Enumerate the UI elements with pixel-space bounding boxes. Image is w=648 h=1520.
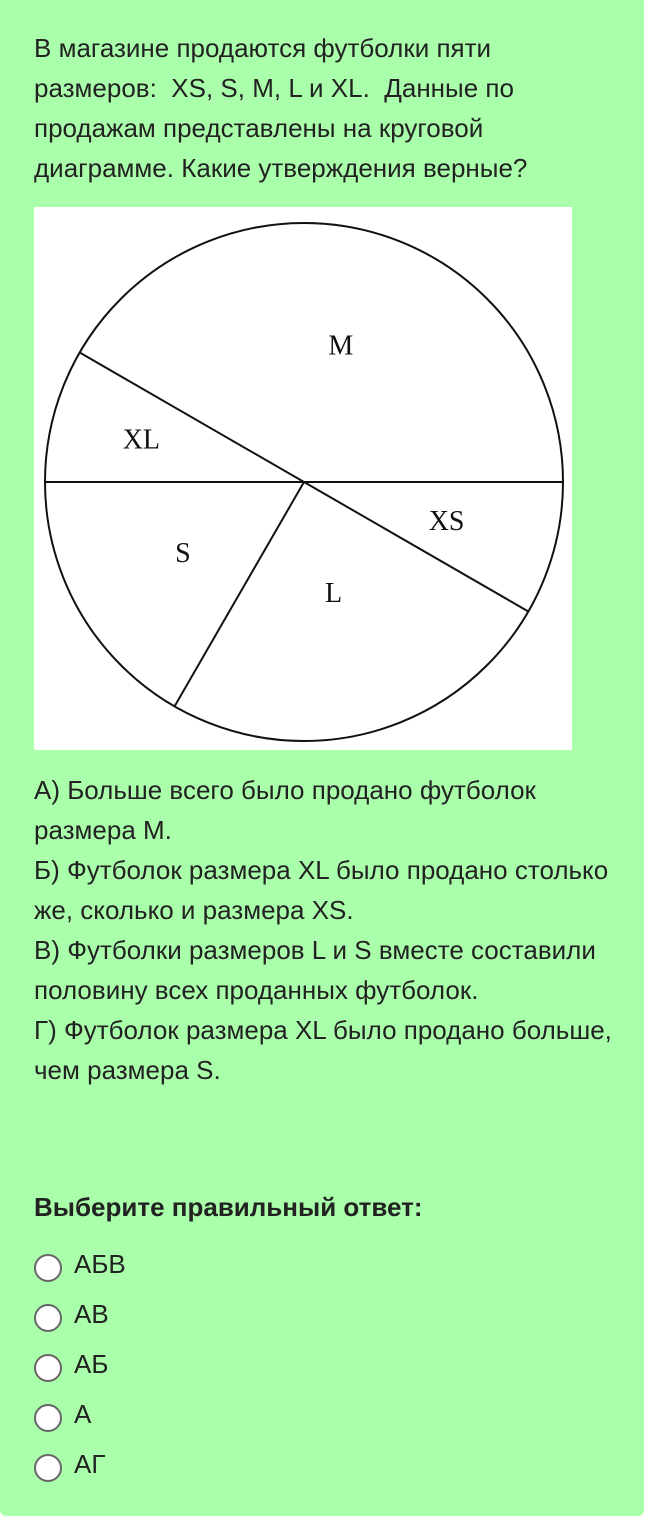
slice-label-xl: XL: [122, 424, 161, 456]
statement-b: Б) Футболок размера XL было продано столько же, сколько и размера XS.: [34, 855, 609, 925]
option-ag[interactable]: [34, 1444, 534, 1494]
question-text: В магазине продаются футболки пяти размеров: XS, S, M, L и XL. Данные по продажам представлены на круговой диаграмме. Какие утверждения верные?: [34, 33, 528, 183]
statement-list: [34, 770, 614, 1090]
option-a[interactable]: [34, 1394, 534, 1444]
option-abv[interactable]: [34, 1244, 534, 1294]
answer-prompt: Выберите правильный ответ:: [34, 1192, 423, 1222]
answer-options: [34, 1244, 534, 1494]
statement-a: А) Больше всего было продано футболок размера М.: [34, 775, 536, 845]
slice-label-l: L: [324, 578, 343, 610]
radio-button[interactable]: [34, 1404, 62, 1432]
option-label: АБ: [74, 1349, 109, 1379]
option-av[interactable]: [34, 1294, 534, 1344]
option-label: АГ: [74, 1449, 106, 1479]
pie-chart: [34, 207, 572, 750]
radio-button[interactable]: [34, 1304, 62, 1332]
option-label: АБВ: [74, 1249, 126, 1279]
radio-button[interactable]: [34, 1354, 62, 1382]
slice-label-s: S: [175, 537, 191, 569]
statement-v: В) Футболки размеров L и S вместе составили половину всех проданных футболок.: [34, 935, 596, 1005]
option-ab[interactable]: [34, 1344, 534, 1394]
option-label: АВ: [74, 1299, 109, 1329]
statement-g: Г) Футболок размера XL было продано больше, чем размера S.: [34, 1015, 612, 1085]
slice-label-m: M: [328, 330, 354, 362]
radio-button[interactable]: [34, 1254, 62, 1282]
option-label: А: [74, 1399, 92, 1429]
radio-button[interactable]: [34, 1454, 62, 1482]
pie-chart-image: [34, 207, 572, 750]
slice-label-xs: XS: [428, 506, 465, 538]
